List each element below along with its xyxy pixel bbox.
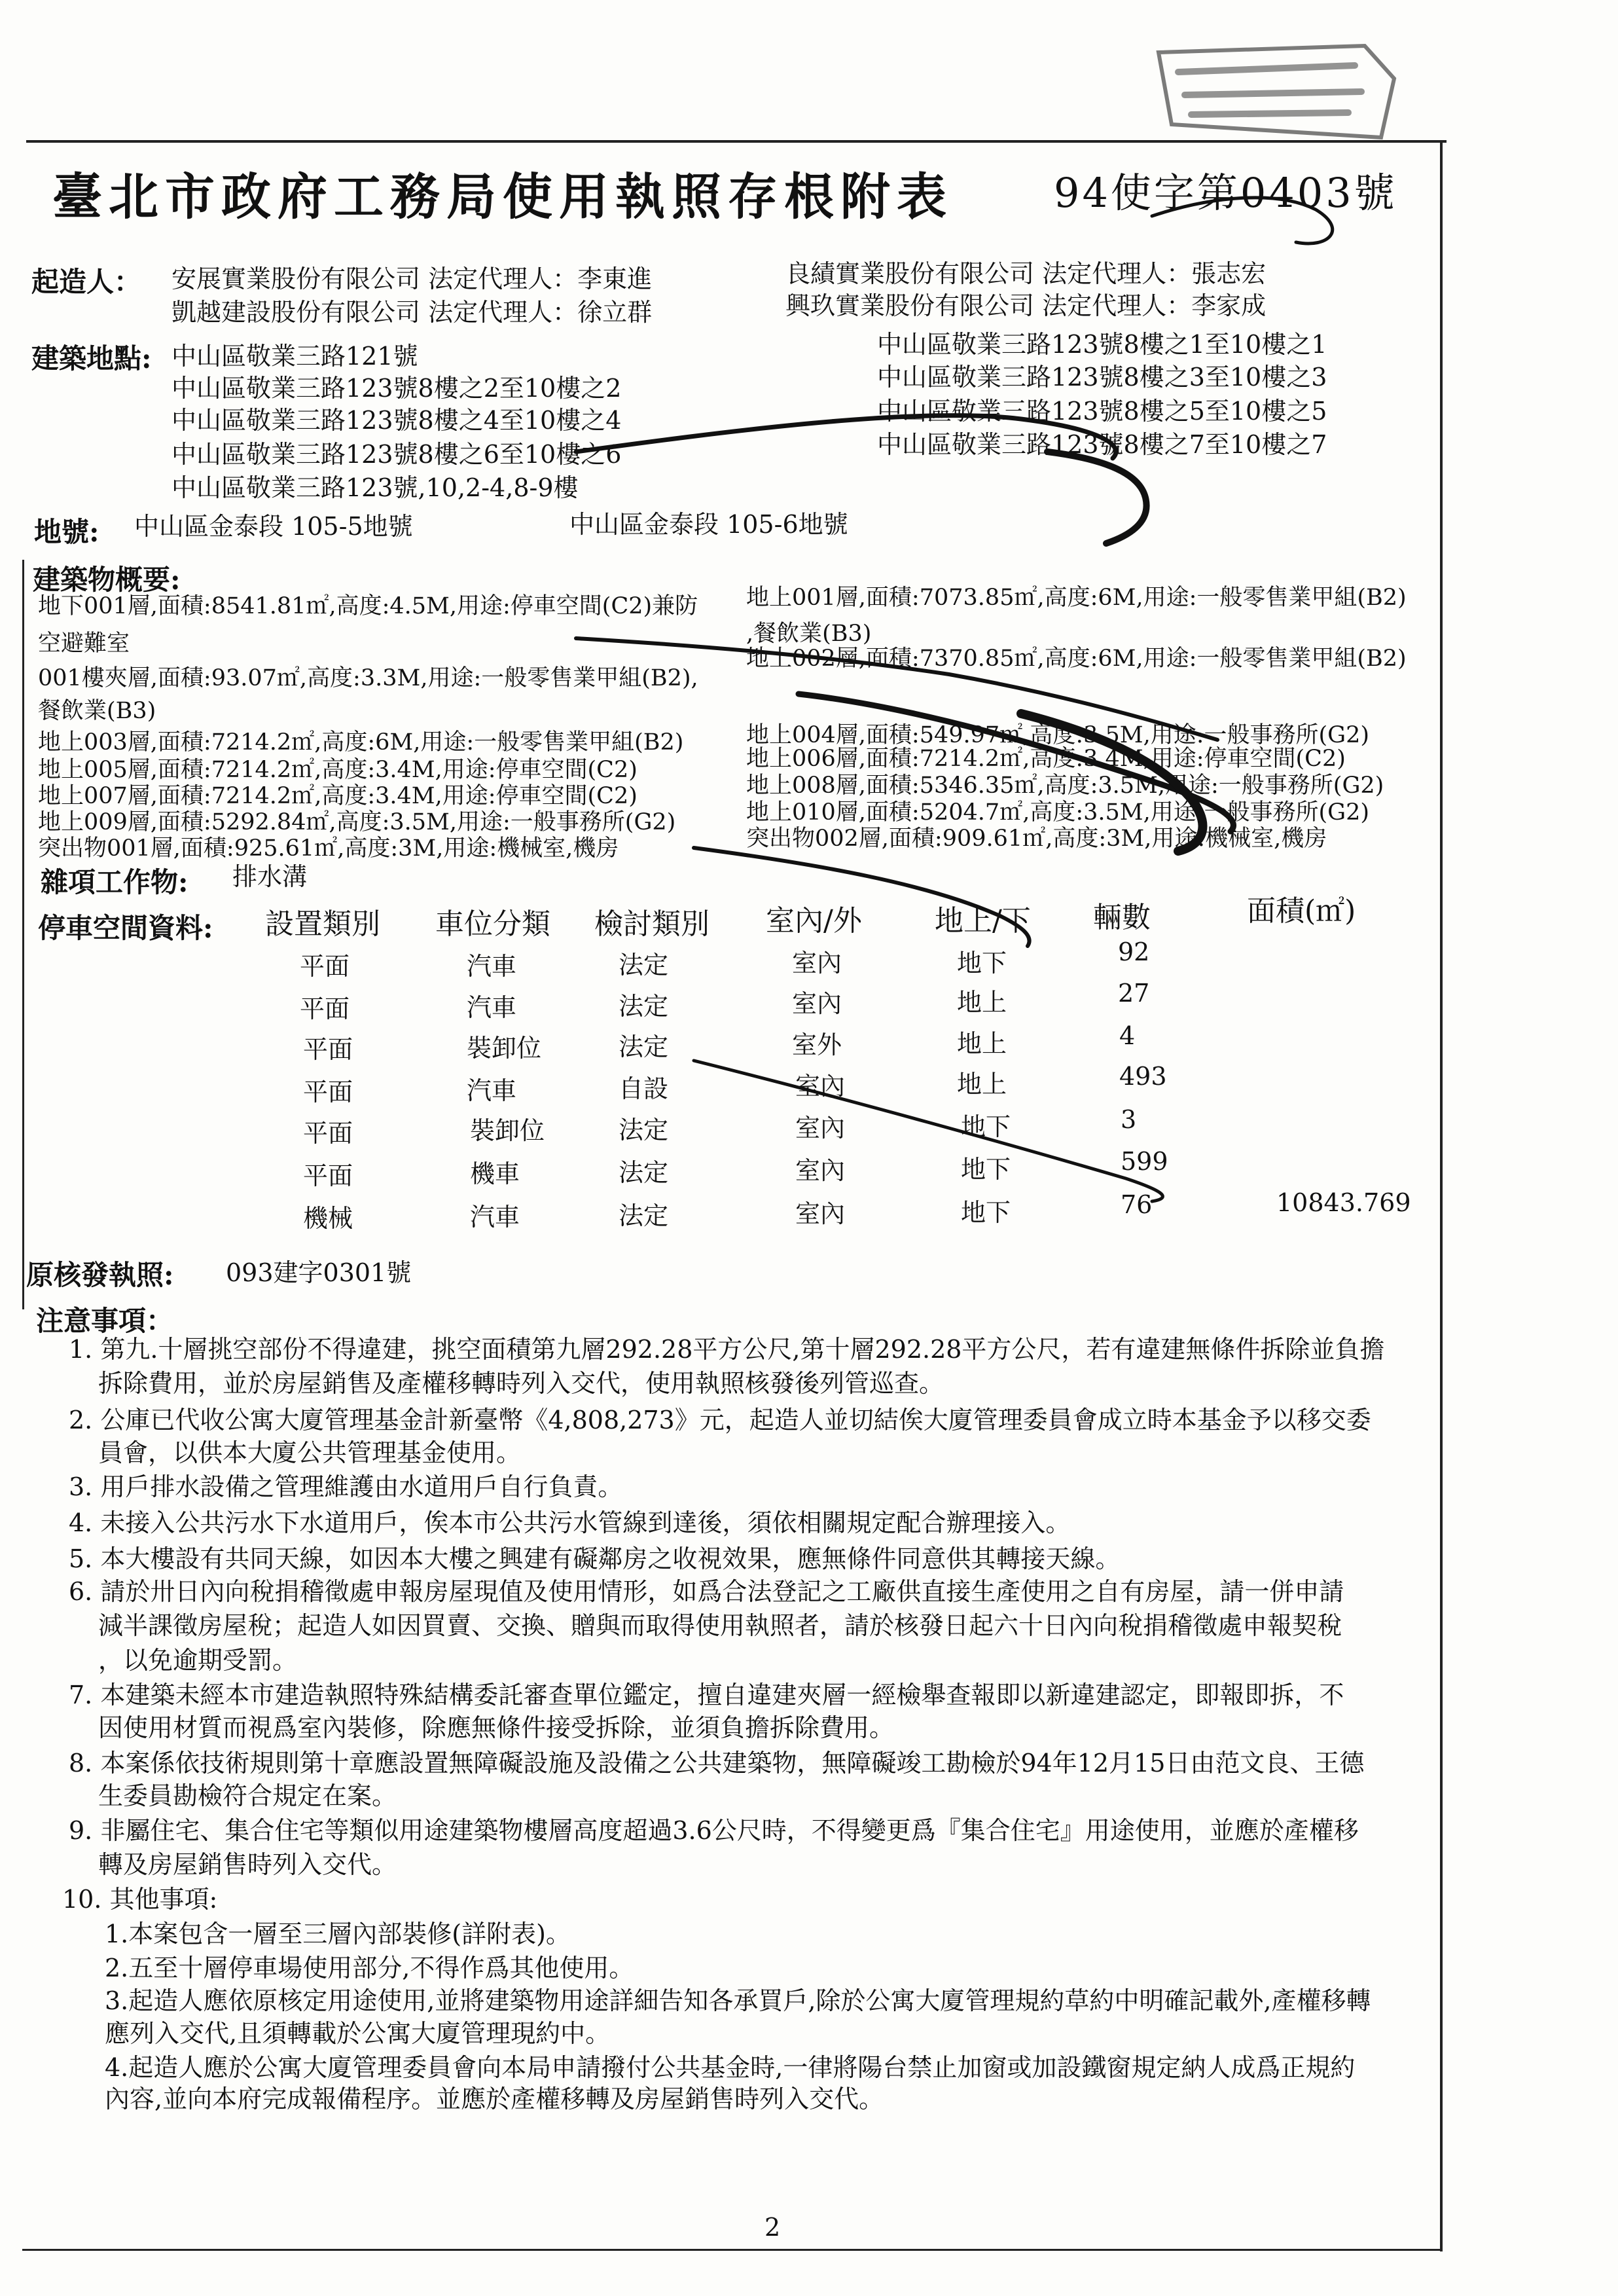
parking-cell: 平面 (300, 994, 350, 1023)
note-line: ，以免逾期受罰。 (98, 1646, 298, 1675)
cross-out-stroke (694, 848, 1030, 946)
note-line: 10. 其他事項: (62, 1885, 218, 1914)
note-line: 3. 用戶排水設備之管理維護由水道用戶自行負責。 (69, 1472, 623, 1501)
note-line: 6. 請於卅日內向稅捐稽徵處申報房屋現值及使用情形，如爲合法登記之工廠供直接生產使用之自有房屋，請一併申請 (69, 1577, 1344, 1606)
parking-cell: 室外 (792, 1030, 842, 1059)
parking-header-level: 地上/下 (935, 904, 1031, 938)
misc-value: 排水溝 (232, 862, 308, 891)
parking-cell: 27 (1118, 979, 1150, 1008)
site-right-2: 中山區敬業三路123號8樓之3至10樓之3 (877, 363, 1327, 392)
note-line: 1.本案包含一層至三層內部裝修(詳附表)。 (105, 1920, 571, 1948)
parking-cell: 平面 (303, 1035, 353, 1064)
parking-cell: 汽車 (467, 993, 517, 1022)
overview-left-8: 地上009層,面積:5292.84㎡,高度:3.5M,用途:一般事務所(G2) (38, 809, 676, 835)
parking-cell: 法定 (619, 1158, 669, 1187)
note-line: 因使用材質而視爲室內裝修，除應無條件接受拆除，並須負擔拆除費用。 (98, 1713, 895, 1742)
document-number: 94使字第0403號 (1054, 169, 1397, 217)
signature-scrawl (1152, 198, 1333, 244)
parking-cell: 室內 (795, 1156, 846, 1185)
overview-right-7: 地上008層,面積:5346.35㎡,高度:3.5M,用途:一般事務所(G2) (746, 773, 1384, 799)
parking-header-review: 檢討類別 (594, 907, 710, 941)
note-line: 內容,並向本府完成報備程序。並應於產權移轉及房屋銷售時列入交代。 (105, 2085, 884, 2113)
overview-left-2: 空避難室 (38, 630, 130, 657)
parking-cell: 法定 (619, 1032, 669, 1061)
note-line: 1. 第九.十層挑空部份不得違建，挑空面積第九層292.28平方公尺,第十層292.28平方公尺，若有違建無條件拆除並負擔 (69, 1335, 1385, 1364)
note-line: 2. 公庫已代收公寓大廈管理基金計新臺幣《4,808,273》元，起造人並切結俟大廈管理委員會成立時本基金予以移交委 (69, 1406, 1371, 1434)
parking-cell: 裝卸位 (470, 1116, 545, 1145)
overview-right-8: 地上010層,面積:5204.7㎡,高度:3.5M,用途:一般事務所(G2) (746, 799, 1370, 826)
parking-cell: 室內 (795, 1114, 846, 1142)
note-line: 轉及房屋銷售時列入交代。 (98, 1850, 397, 1879)
parking-cell: 平面 (303, 1119, 353, 1148)
site-right-3: 中山區敬業三路123號8樓之5至10樓之5 (877, 397, 1327, 426)
parking-cell: 地下 (961, 1198, 1011, 1227)
parking-cell: 法定 (619, 992, 669, 1021)
builder-left-1: 安展實業股份有限公司 法定代理人：李東進 (171, 264, 653, 293)
builder-right-2: 興玖實業股份有限公司 法定代理人：李家成 (785, 291, 1267, 320)
note-line: 4. 未接入公共污水下水道用戶，俟本市公共污水管線到達後，須依相關規定配合辦理接入。 (69, 1508, 1071, 1537)
site-left-2: 中山區敬業三路123號8樓之2至10樓之2 (171, 374, 622, 403)
overview-left-4: 餐飲業(B3) (38, 698, 156, 724)
overview-label: 建築物概要: (33, 564, 181, 596)
site-left-3: 中山區敬業三路123號8樓之4至10樓之4 (171, 406, 622, 435)
builder-label: 起造人： (31, 266, 142, 298)
parking-cell: 機車 (470, 1159, 520, 1188)
overview-right-6: 地上006層,面積:7214.2㎡,高度:3.4M,用途:停車空間(C2) (746, 746, 1346, 772)
parking-cell: 法定 (619, 1201, 669, 1230)
parking-cell: 法定 (619, 951, 669, 979)
parking-cell: 自設 (619, 1074, 669, 1103)
parking-cell: 室內 (795, 1199, 846, 1228)
overview-left-7: 地上007層,面積:7214.2㎡,高度:3.4M,用途:停車空間(C2) (38, 783, 638, 809)
overview-right-5: 地上004層,面積:549.97㎡,高度:3.5M,用途:一般事務所(G2) (746, 722, 1370, 748)
overview-left-3: 001樓夾層,面積:93.07㎡,高度:3.3M,用途:一般零售業甲組(B2), (38, 665, 698, 691)
parking-label: 停車空間資料: (38, 912, 213, 944)
site-left-4: 中山區敬業三路123號8樓之6至10樓之6 (171, 440, 622, 469)
parking-cell: 室內 (795, 1072, 846, 1101)
note-line: 7. 本建築未經本市建造執照特殊結構委託審查單位鑑定，擅自違建夾層一經檢舉查報即以新違建認定，即報即拆，不 (69, 1681, 1344, 1709)
misc-label: 雜項工作物: (41, 866, 189, 898)
note-line: 拆除費用，並於房屋銷售及產權移轉時列入交代，使用執照核發後列管巡查。 (98, 1369, 944, 1398)
parking-cell: 汽車 (467, 1076, 517, 1105)
parking-header-area: 面積(㎡) (1247, 894, 1356, 928)
parking-cell: 室內 (792, 949, 842, 977)
overview-right-3: 地上002層,面積:7370.85㎡,高度:6M,用途:一般零售業甲組(B2) (746, 646, 1407, 672)
page-number: 2 (764, 2213, 781, 2242)
lot-left: 中山區金泰段 105-5地號 (134, 512, 413, 541)
parking-cell: 地下 (961, 1155, 1011, 1184)
original-license-label: 原核發執照: (26, 1259, 174, 1291)
parking-cell: 汽車 (467, 952, 517, 981)
cross-out-stroke (1021, 714, 1202, 851)
parking-header-class: 車位分類 (435, 907, 550, 941)
parking-cell: 平面 (300, 952, 350, 981)
original-license-value: 093建字0301號 (226, 1258, 412, 1287)
parking-cell: 汽車 (470, 1203, 520, 1231)
note-line: 減半課徵房屋稅；起造人如因買賣、交換、贈與而取得使用執照者，請於核發日起六十日內向稅捐稽徵處申報契稅 (98, 1611, 1342, 1640)
note-line: 2.五至十層停車場使用部分,不得作爲其他使用。 (105, 1954, 634, 1982)
cross-out-stroke (694, 1061, 1162, 1201)
note-line: 3.起造人應依原核定用途使用,並將建築物用途詳細告知各承買戶,除於公寓大廈管理規約草約中明確記載外,產權移轉 (105, 1986, 1371, 2015)
note-line: 8. 本案係依技術規則第十章應設置無障礙設施及設備之公共建築物，無障礙竣工勘檢於94年12月15日由范文良、王德 (69, 1749, 1365, 1777)
lot-right: 中山區金泰段 105-6地號 (569, 510, 848, 539)
note-line: 4.起造人應於公寓大廈管理委員會向本局申請撥付公共基金時,一律將陽台禁止加窗或加設鐵窗規定納人成爲正規約 (105, 2053, 1356, 2082)
builder-right-1: 良績實業股份有限公司 法定代理人：張志宏 (785, 259, 1267, 288)
overview-right-1: 地上001層,面積:7073.85㎡,高度:6M,用途:一般零售業甲組(B2) (746, 585, 1407, 611)
stamp-icon (1159, 46, 1394, 137)
parking-cell: 機械 (303, 1204, 353, 1233)
parking-cell: 室內 (792, 989, 842, 1018)
parking-cell: 地上 (957, 988, 1007, 1017)
cross-out-stroke (576, 638, 1217, 740)
parking-cell: 3 (1121, 1105, 1137, 1134)
overview-left-6: 地上005層,面積:7214.2㎡,高度:3.4M,用途:停車空間(C2) (38, 757, 638, 783)
site-left-1: 中山區敬業三路121號 (171, 342, 418, 371)
site-right-4: 中山區敬業三路123號8樓之7至10樓之7 (877, 430, 1327, 459)
note-line: 9. 非屬住宅、集合住宅等類似用途建築物樓層高度超過3.6公尺時，不得變更爲『集合住宅』用途使用，並應於產權移 (69, 1816, 1359, 1845)
site-left-5: 中山區敬業三路123號,10,2-4,8-9樓 (171, 473, 579, 502)
cross-out-stroke (799, 694, 1233, 831)
note-line: 應列入交代,且須轉載於公寓大廈管理現約中。 (105, 2019, 611, 2048)
parking-header-indoor: 室內/外 (766, 904, 862, 938)
parking-cell: 599 (1121, 1147, 1168, 1176)
overview-right-9: 突出物002層,面積:909.61㎡,高度:3M,用途:機械室,機房 (746, 826, 1327, 852)
parking-cell: 地下 (957, 949, 1007, 977)
parking-cell: 平面 (303, 1078, 353, 1106)
parking-cell: 76 (1121, 1190, 1153, 1219)
parking-header-count: 輛數 (1093, 901, 1151, 934)
parking-cell: 法定 (619, 1116, 669, 1144)
note-line: 員會，以供本大廈公共管理基金使用。 (98, 1438, 522, 1467)
parking-cell: 裝卸位 (467, 1034, 542, 1063)
overview-left-5: 地上003層,面積:7214.2㎡,高度:6M,用途:一般零售業甲組(B2) (38, 729, 684, 756)
parking-cell: 平面 (303, 1161, 353, 1190)
parking-cell: 10843.769 (1276, 1188, 1411, 1217)
parking-cell: 493 (1119, 1062, 1167, 1091)
page-title: 臺北市政府工務局使用執照存根附表 (52, 168, 953, 226)
note-line: 生委員勘檢符合規定在案。 (98, 1781, 397, 1810)
notes-label: 注意事項： (36, 1305, 174, 1337)
parking-cell: 4 (1119, 1021, 1136, 1050)
overview-right-2: ,餐飲業(B3) (746, 621, 872, 647)
parking-header-type: 設置類別 (265, 907, 380, 941)
parking-cell: 92 (1118, 938, 1150, 966)
site-right-1: 中山區敬業三路123號8樓之1至10樓之1 (877, 330, 1327, 359)
cross-out-stroke (1047, 452, 1147, 543)
overview-left-9: 突出物001層,面積:925.61㎡,高度:3M,用途:機械室,機房 (38, 835, 619, 862)
builder-left-2: 凱越建設股份有限公司 法定代理人：徐立群 (171, 298, 653, 327)
parking-cell: 地上 (957, 1070, 1007, 1099)
parking-cell: 地下 (961, 1112, 1011, 1141)
cross-out-stroke (576, 416, 1116, 458)
site-label: 建築地點: (31, 342, 152, 374)
note-line: 5. 本大樓設有共同天線，如因本大樓之興建有礙鄰房之收視效果，應無條件同意供其轉接天線。 (69, 1544, 1121, 1573)
overview-left-1: 地下001層,面積:8541.81㎡,高度:4.5M,用途:停車空間(C2)兼防 (38, 593, 698, 619)
parking-cell: 地上 (957, 1029, 1007, 1058)
lot-label: 地號: (34, 516, 99, 548)
